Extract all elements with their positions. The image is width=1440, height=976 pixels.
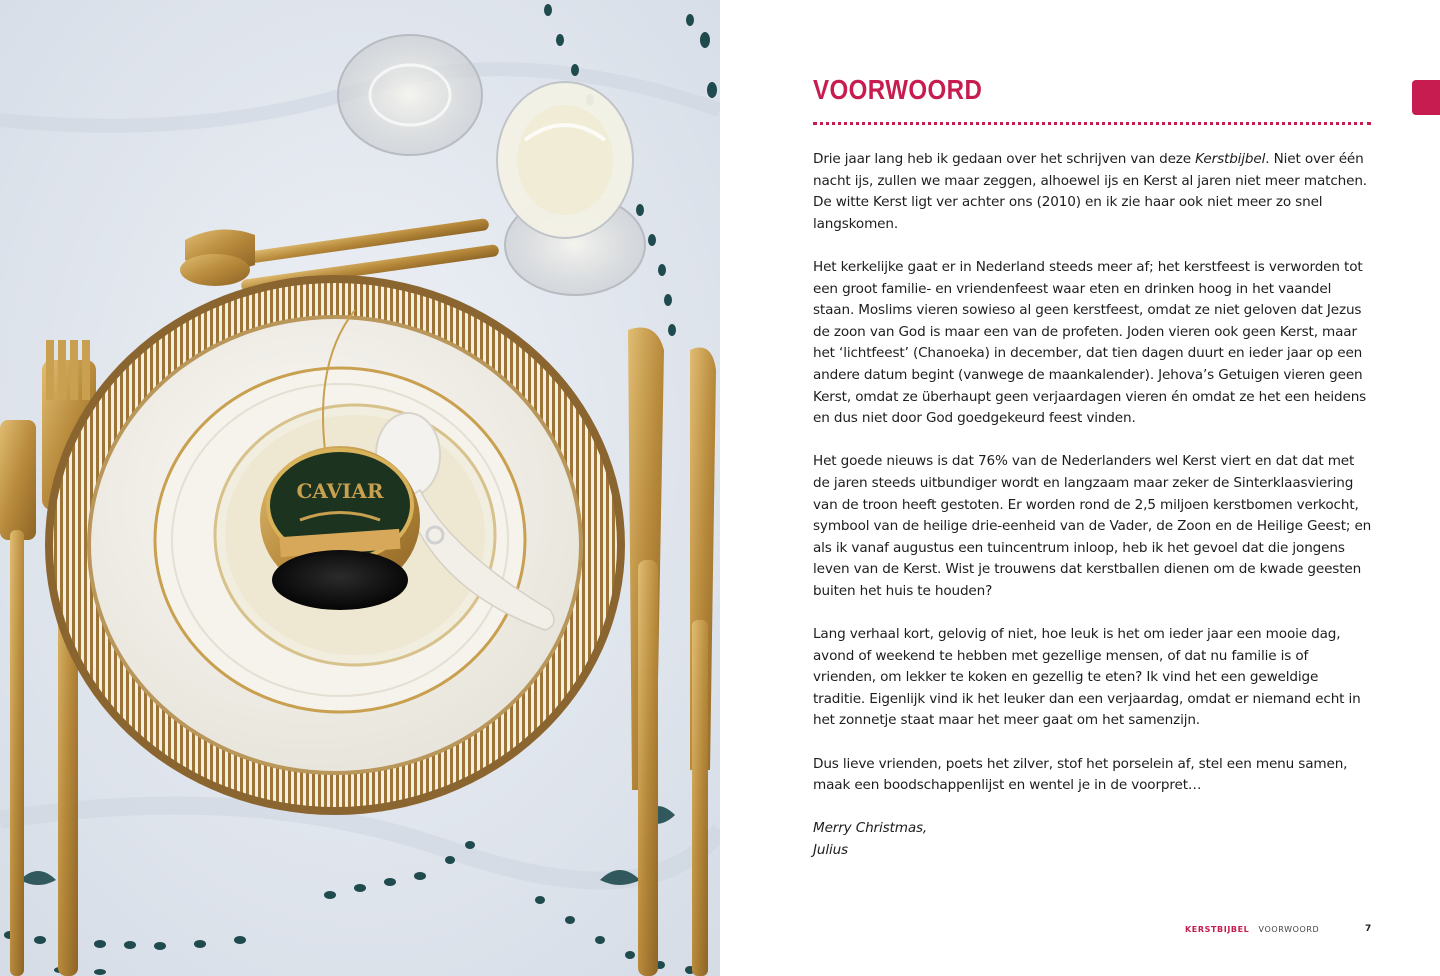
footer-section-name: VOORWOORD: [1258, 925, 1320, 934]
caviar-label: CAVIAR: [296, 479, 384, 503]
foreword-body: [813, 149, 1373, 862]
title-divider: [813, 122, 1371, 125]
closing-greeting: Merry Christmas,: [813, 820, 928, 837]
paragraph-2: Het kerkelijke gaat er in Nederland steeds meer af; het kerstfeest is verworden tot een groot familie- en vriendenfeest waar eten en drinken hoog in het vaandel staan. Moslims vieren sowieso al geen kerstfeest, omdat ze niet geloven dat Jezus de zoon van God is maar een van de profeten. Joden vieren ook geen Kerst, maar het ‘lichtfeest’ (Chanoeka) in december, dat tien dagen duurt en ieder jaar op een andere datum begint (vanwege de maankalender). Jehova’s Getuigen vieren geen Kerst, omdat ze überhaupt geen verjaardagen vieren én omdat ze het een heidens en dus niet door God goedgekeurd feest vinden.: [813, 258, 1367, 427]
paragraph-3: Het goede nieuws is dat 76% van de Nederlanders wel Kerst viert en dat dat met de jaren steeds uitbundiger wordt en langzaam maar zeker de Sinterklaasviering van de troon heeft gestoten. Er worden rond de 2,5 miljoen kerstbomen verkocht, symbool van de heilige drie-eenheid van de Vader, de Zoon en de Heilige Geest; en als ik vanaf augustus een tuincentrum inloop, heb ik het gevoel dat die jongens leven van de Kerst. Wist je trouwens dat kerstballen dienen om de kwade geesten buiten het huis te houden?: [813, 453, 1372, 599]
footer-book-title: KERSTBIJBEL: [1185, 925, 1250, 934]
running-footer: [1185, 925, 1319, 934]
page-title: VOORWOORD: [813, 74, 983, 105]
page-number: 7: [1365, 924, 1372, 934]
paragraph-5: Dus lieve vrienden, poets het zilver, stof het porselein af, stel een menu samen, maak een boodschappenlijst en wentel je in de voorpret…: [813, 755, 1348, 794]
paragraph-4: Lang verhaal kort, gelovig of niet, hoe leuk is het om ieder jaar een mooie dag, avond of weekend te hebben met gezellige mensen, of dat nu familie is of vrienden, om lekker te koken en gezellig te eten? Ik vind het een geweldige traditie. Eigenlijk vind ik het leuker dan een verjaardag, omdat er niemand echt in het zonnetje staat maar het meer gaat om het samenzijn.: [813, 626, 1361, 729]
wine-glass-back: [338, 35, 482, 155]
section-tab-marker: [1412, 80, 1440, 115]
text-page: [720, 0, 1440, 976]
paragraph-1: Drie jaar lang heb ik gedaan over het schrijven van deze Kerstbijbel. Niet over één nacht ijs, zullen we maar zeggen, alhoewel ijs en Kerst al jaren niet meer matchen. De witte Kerst ligt ver achter ons (2010) en ik zie haar ook niet meer zo snel langskomen.: [813, 151, 1367, 232]
book-title-emphasis: Kerstbijbel: [1195, 151, 1266, 167]
author-signature: Julius: [813, 842, 848, 858]
